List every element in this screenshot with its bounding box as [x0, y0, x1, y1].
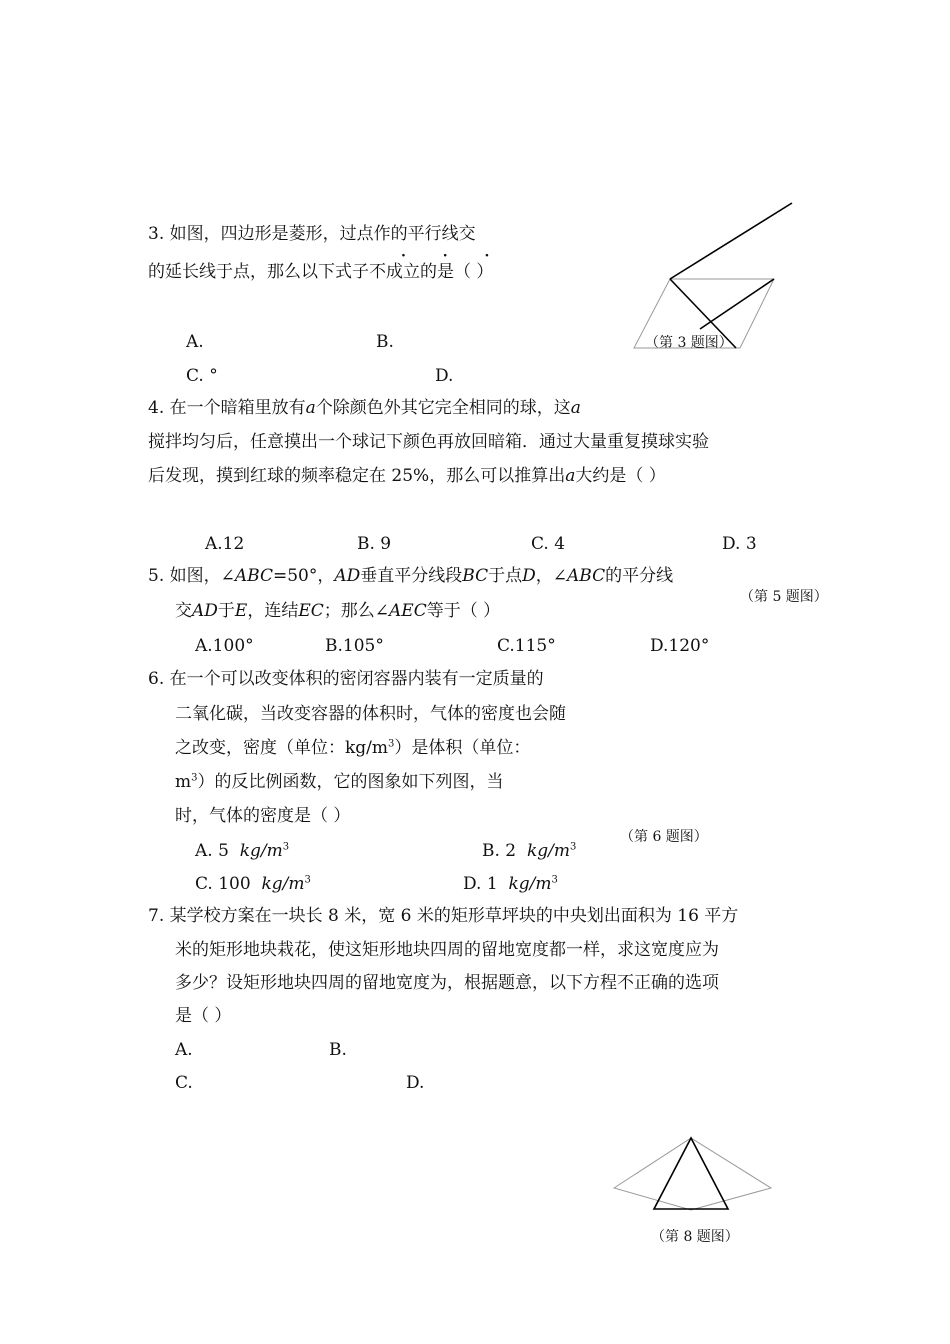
q7-line4: 是（ ） — [175, 1006, 232, 1026]
q6-option-b: B. 2 $kg/m^3$ — [482, 841, 577, 861]
q3-line1: 3. 如图，四边形是菱形，过点作的平行线交 — [148, 224, 476, 244]
q4-option-b: B. 9 — [357, 534, 392, 554]
q6-line1: 6. 在一个可以改变体积的密闭容器内装有一定质量的 — [148, 669, 544, 689]
q3-emphasis-dots: · · · — [401, 248, 506, 264]
q6-line2: 二氧化碳，当改变容器的体积时，气体的密度也会随 — [175, 704, 566, 724]
q3-line-ext — [670, 203, 792, 279]
q7-line3: 多少？设矩形地块四周的留地宽度为，根据题意，以下方程不正确的选项 — [175, 973, 719, 993]
q7-option-b: B. — [329, 1040, 347, 1060]
q3-option-a: A. — [186, 332, 204, 352]
q5-caption: （第 5 题图） — [740, 589, 828, 605]
q6-line4: $m^3$）的反比例函数，它的图象如下列图，当 — [175, 772, 504, 792]
q6-option-a: A. 5 $kg/m^3$ — [195, 841, 290, 861]
q4-option-d: D. 3 — [722, 534, 757, 554]
q6-line3: 之改变，密度（单位：$kg/m^3$）是体积（单位： — [175, 738, 531, 758]
q5-option-c: C.115° — [497, 636, 556, 656]
q6-line5: 时，气体的密度是（ ） — [175, 806, 351, 826]
q7-option-c: C. — [175, 1073, 193, 1093]
q4-option-c: C. 4 — [531, 534, 566, 554]
q3-line2: 的延长线于点，那么以下式子不成立的是（ ） — [148, 262, 494, 282]
q4-option-a: A.12 — [205, 534, 245, 554]
q4-line3: 后发现，摸到红球的频率稳定在 25%，那么可以推算出a大约是（ ） — [148, 466, 666, 486]
q4-line1: 4. 在一个暗箱里放有a个除颜色外其它完全相同的球，这a — [148, 398, 581, 418]
q5-option-d: D.120° — [650, 636, 710, 656]
q8-triangle — [654, 1138, 728, 1209]
q3-caption: （第 3 题图） — [645, 335, 733, 351]
q5-option-b: B.105° — [325, 636, 384, 656]
q3-option-b: B. — [376, 332, 394, 352]
q5-option-a: A.100° — [195, 636, 254, 656]
q7-line2: 米的矩形地块栽花，使这矩形地块四周的留地宽度都一样，求这宽度应为 — [175, 940, 719, 960]
q3-line-diag — [700, 279, 774, 329]
q6-option-d: D. 1 $kg/m^3$ — [463, 874, 558, 894]
q3-option-d: D. — [435, 366, 454, 386]
q3-option-c: C. ° — [186, 366, 218, 386]
q7-option-a: A. — [175, 1040, 193, 1060]
q5-line2: 交AD于E，连结EC；那么∠AEC等于（ ） — [175, 601, 501, 621]
q7-line1: 7. 某学校方案在一块长 8 米，宽 6 米的矩形草坪块的中央划出面积为 16 平方 — [148, 906, 739, 926]
q5-line1: 5. 如图，∠ABC=50°，AD垂直平分线段BC于点D，∠ABC的平分线 — [148, 566, 674, 586]
q8-figure — [610, 1130, 775, 1220]
q8-outer-rhombus — [614, 1138, 771, 1210]
q6-option-c: C. 100 $kg/m^3$ — [195, 874, 311, 894]
q7-option-d: D. — [406, 1073, 425, 1093]
q6-caption: （第 6 题图） — [620, 829, 708, 845]
q8-caption: （第 8 题图） — [651, 1229, 739, 1245]
q4-line2: 搅拌均匀后，任意摸出一个球记下颜色再放回暗箱．通过大量重复摸球实验 — [148, 432, 709, 452]
